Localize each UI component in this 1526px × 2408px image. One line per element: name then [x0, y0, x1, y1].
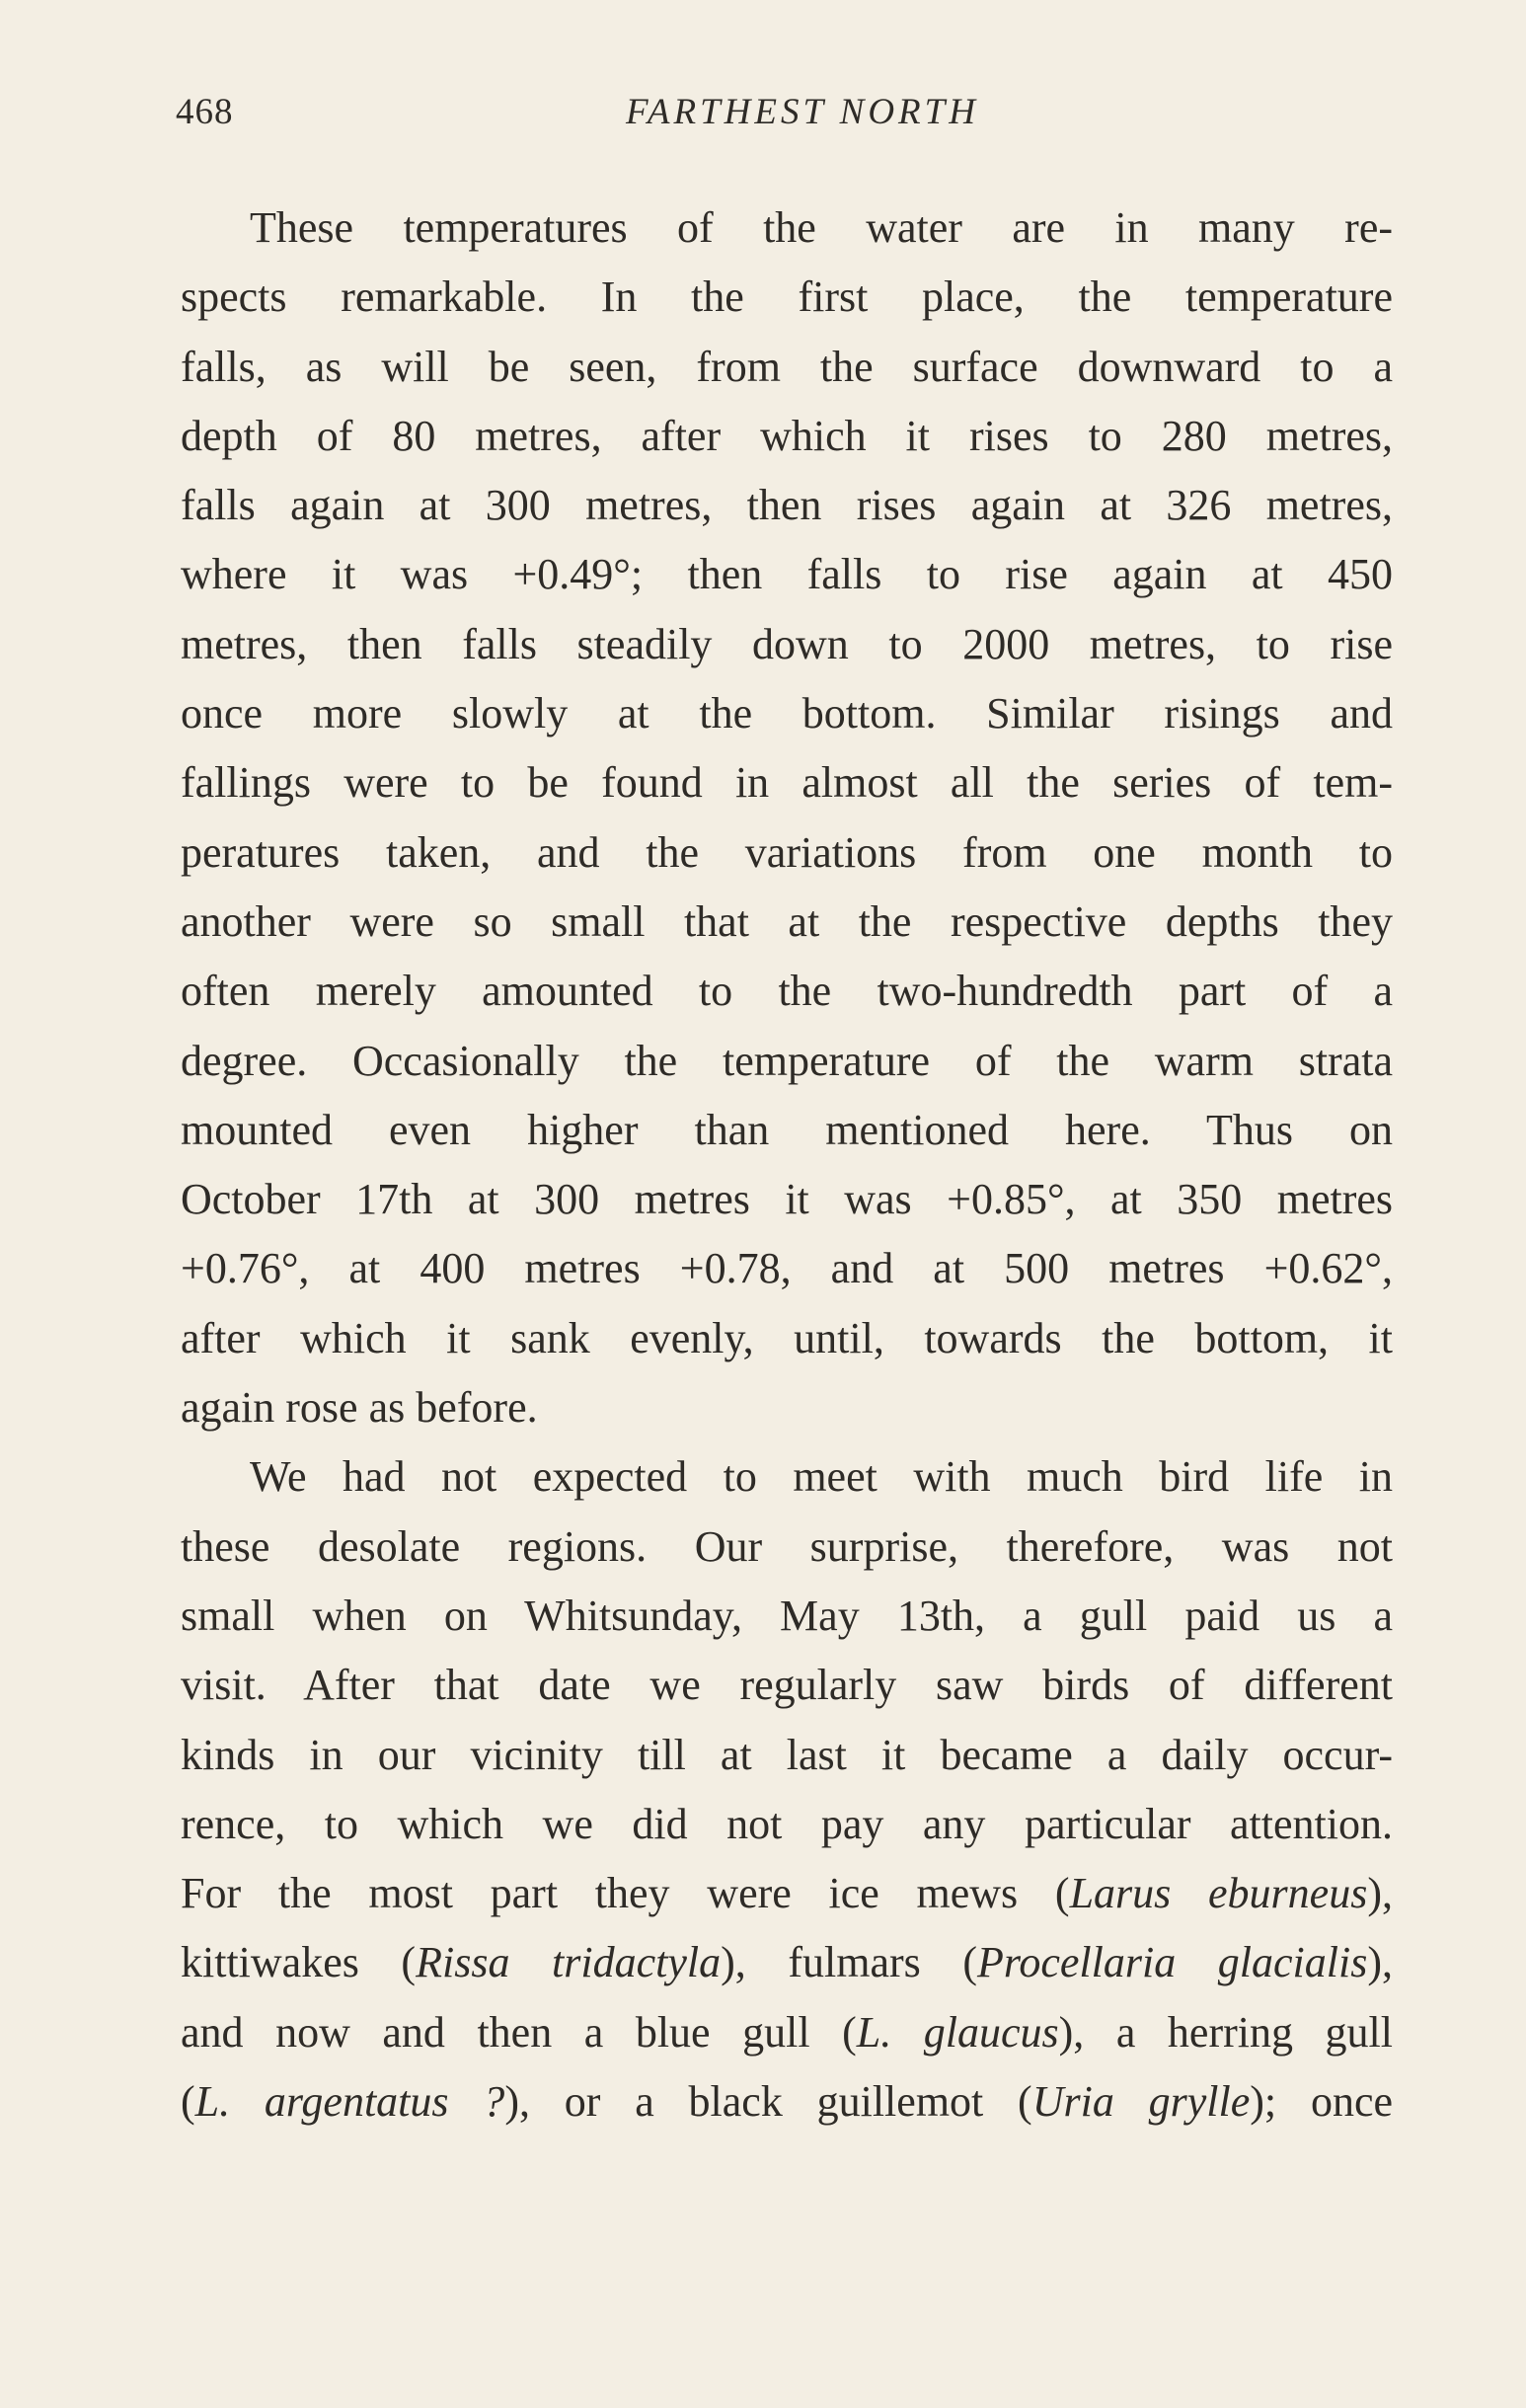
scientific-name: Larus eburneus: [1069, 1869, 1368, 1918]
text-line: after which it sank evenly, until, towards the bottom, it: [181, 1313, 1393, 1362]
paragraph: [181, 1442, 1393, 2136]
paragraph: [181, 194, 1393, 1442]
text-line: these desolate regions. Our surprise, therefore, was not: [181, 1521, 1393, 1571]
text-run: kittiwakes (: [181, 1938, 417, 1987]
text-line: fallings were to be found in almost all the series of tem-: [181, 758, 1393, 808]
text-run: ),: [1367, 1938, 1393, 1987]
text-line: kinds in our vicinity till at last it became a daily occur-: [181, 1730, 1393, 1779]
text-line: often merely amounted to the two-hundredth part of a: [181, 967, 1393, 1016]
text-line: [181, 1928, 1393, 1997]
text-line: visit. After that date we regularly saw birds of different: [181, 1661, 1393, 1710]
page-number: 468: [176, 92, 234, 132]
scientific-name: Rissa tridactyla: [416, 1938, 722, 1987]
text-run: ); once: [1250, 2077, 1394, 2127]
text-run: and now and then a blue gull (: [181, 2007, 857, 2057]
text-line: [181, 1859, 1393, 1928]
text-run: For the most part they were ice mews (: [181, 1869, 1070, 1918]
text-line: once more slowly at the bottom. Similar risings and: [181, 689, 1393, 738]
text-line: small when on Whitsunday, May 13th, a gull paid us a: [181, 1591, 1393, 1640]
text-line: rence, to which we did not pay any particular attention.: [181, 1799, 1393, 1848]
text-line: peratures taken, and the variations from one month to: [181, 827, 1393, 877]
text-line: again rose as before.: [181, 1383, 538, 1433]
text-line: falls, as will be seen, from the surface downward to a: [181, 342, 1393, 391]
running-head: FARTHEST NORTH: [626, 92, 979, 132]
text-line: +0.76°, at 400 metres +0.78, and at 500 metres +0.62°,: [181, 1244, 1393, 1293]
scientific-name: L. glaucus: [856, 2007, 1059, 2057]
text-line: [181, 2067, 1393, 2136]
text-line: depth of 80 metres, after which it rises to 280 metres,: [181, 411, 1393, 460]
text-line: These temperatures of the water are in many re-: [250, 203, 1393, 252]
page-body: [181, 194, 1393, 2136]
text-line: mounted even higher than mentioned here. Thus on: [181, 1105, 1393, 1154]
text-line: metres, then falls steadily down to 2000 metres, to rise: [181, 619, 1393, 668]
text-run: ), fulmars (: [721, 1938, 977, 1987]
scientific-name: L. argentatus ?: [194, 2077, 505, 2127]
text-line: spects remarkable. In the first place, the temperature: [181, 272, 1393, 322]
text-line: October 17th at 300 metres it was +0.85°, at 350 metres: [181, 1175, 1393, 1224]
text-line: [181, 1998, 1393, 2067]
scientific-name: Uria grylle: [1031, 2077, 1251, 2127]
text-line: where it was +0.49°; then falls to rise again at 450: [181, 550, 1393, 599]
scientific-name: Procellaria glacialis: [976, 1938, 1368, 1987]
text-line: another were so small that at the respective depths they: [181, 896, 1393, 946]
text-run: (: [181, 2077, 195, 2127]
page-header: [176, 91, 1400, 150]
text-line: We had not expected to meet with much bird life in: [250, 1452, 1393, 1502]
text-line: falls again at 300 metres, then rises again at 326 metres,: [181, 481, 1393, 530]
text-run: ), or a black guillemot (: [504, 2077, 1032, 2127]
text-line: degree. Occasionally the temperature of the warm strata: [181, 1036, 1393, 1085]
text-run: ), a herring gull: [1058, 2007, 1393, 2057]
text-run: ),: [1367, 1869, 1393, 1918]
